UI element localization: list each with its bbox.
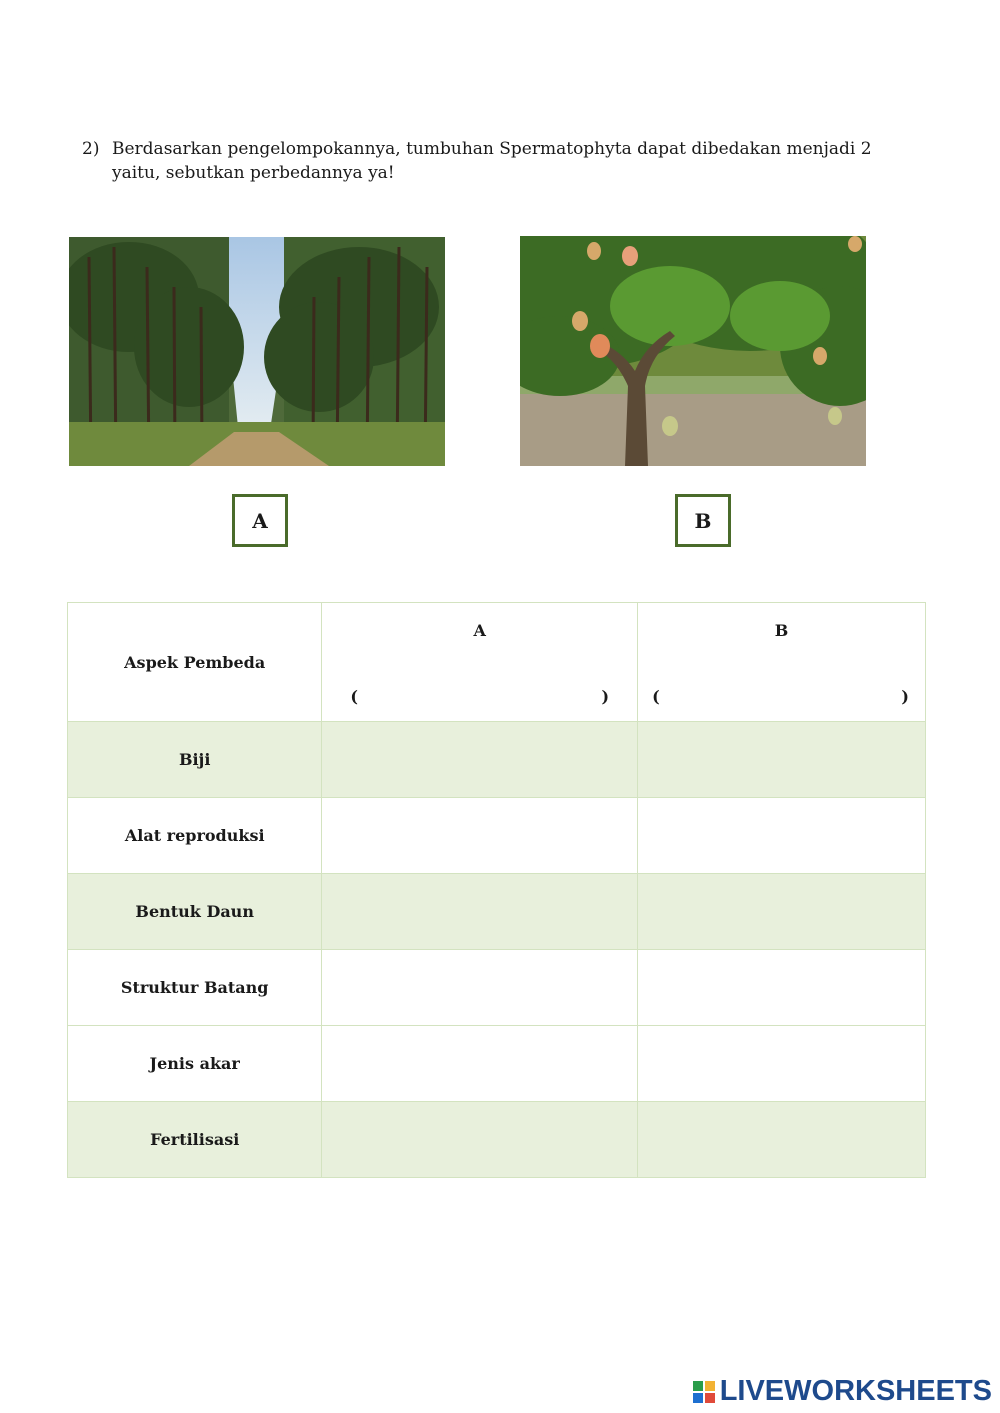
table-row	[68, 722, 926, 798]
answer-cell-b[interactable]	[638, 1026, 926, 1102]
table-row	[68, 1102, 926, 1178]
row-label: Biji	[68, 722, 322, 798]
table-row	[68, 798, 926, 874]
answer-cell-b[interactable]	[638, 1102, 926, 1178]
answer-cell-a[interactable]	[322, 1026, 638, 1102]
row-label: Fertilisasi	[68, 1102, 322, 1178]
answer-cell-a[interactable]	[322, 1102, 638, 1178]
row-label: Struktur Batang	[68, 950, 322, 1026]
row-label: Jenis akar	[68, 1026, 322, 1102]
pine-forest-image	[69, 237, 445, 466]
label-box-b: B	[675, 494, 731, 547]
header-col-a[interactable]	[322, 603, 638, 722]
comparison-table	[67, 602, 926, 1178]
row-label: Bentuk Daun	[68, 874, 322, 950]
header-b-paren-close: )	[901, 687, 909, 706]
header-b-paren-open: (	[652, 687, 660, 706]
answer-cell-a[interactable]	[322, 950, 638, 1026]
header-b-label: B	[774, 621, 789, 640]
answer-cell-a[interactable]	[322, 874, 638, 950]
row-label: Alat reproduksi	[68, 798, 322, 874]
answer-cell-b[interactable]	[638, 874, 926, 950]
header-a-label: A	[473, 621, 486, 640]
question-text: Berdasarkan pengelompokannya, tumbuhan Spermatophyta dapat dibedakan menjadi 2 yaitu, sebutkan perbedannya ya!	[112, 139, 872, 183]
answer-cell-b[interactable]	[638, 722, 926, 798]
table-row	[68, 874, 926, 950]
mango-tree-image	[520, 236, 866, 466]
question-number: 2)	[82, 139, 100, 159]
table-header-row	[68, 603, 926, 722]
answer-cell-a[interactable]	[322, 722, 638, 798]
label-box-a: A	[232, 494, 288, 547]
answer-cell-b[interactable]	[638, 950, 926, 1026]
brand-name: LIVEWORKSHEETS	[719, 1375, 992, 1407]
liveworksheets-logo-icon	[693, 1381, 715, 1403]
header-aspect: Aspek Pembeda	[68, 603, 322, 722]
liveworksheets-logo[interactable]	[693, 1375, 992, 1408]
header-a-paren-open: (	[350, 687, 358, 706]
answer-cell-b[interactable]	[638, 798, 926, 874]
table-row	[68, 950, 926, 1026]
header-col-b[interactable]	[638, 603, 926, 722]
answer-cell-a[interactable]	[322, 798, 638, 874]
header-a-paren-close: )	[601, 687, 610, 706]
table-row	[68, 1026, 926, 1102]
